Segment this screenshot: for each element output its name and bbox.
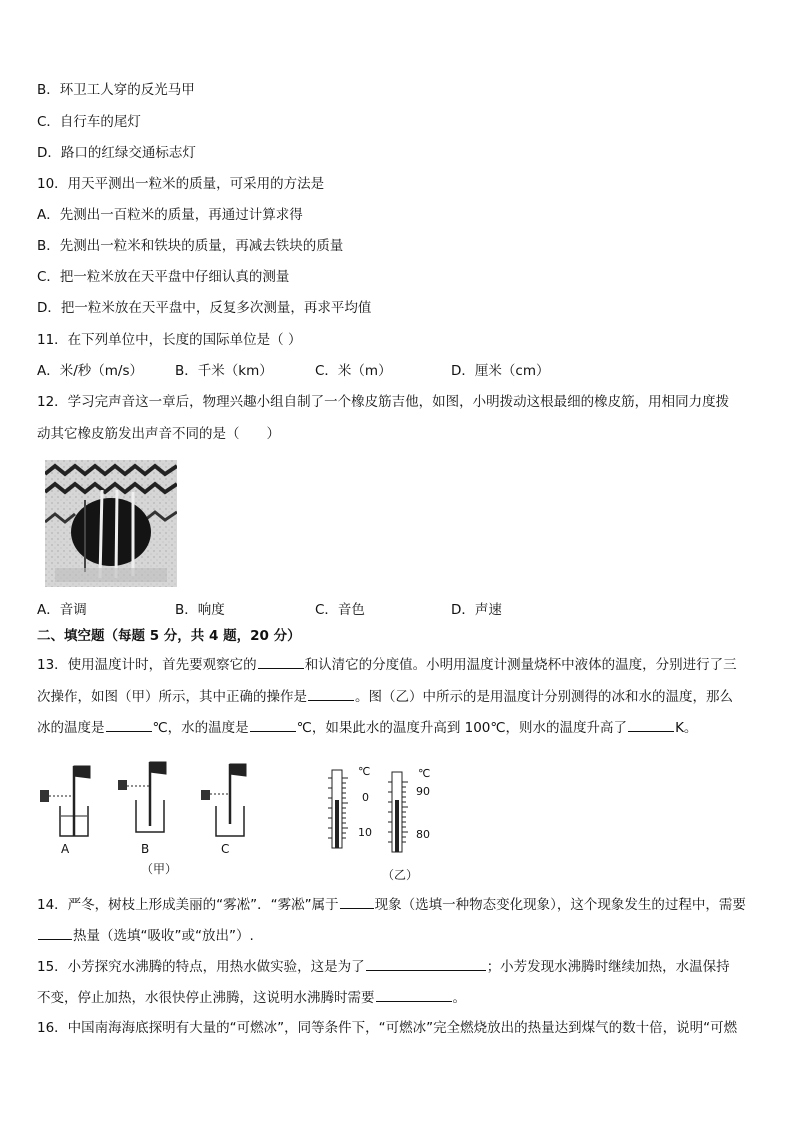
q13-text: 冰的温度是 — [37, 720, 105, 736]
q15-blank-2[interactable] — [376, 987, 452, 1002]
q16-line1: 16．中国南海海底探明有大量的“可燃冰”，同等条件下，“可燃冰”完全燃烧放出的热量达到煤气的数十倍，说明“可燃 — [37, 1020, 738, 1036]
q9-option-c: C．自行车的尾灯 — [37, 114, 141, 130]
q13-text: 次操作，如图（甲）所示，其中正确的操作是 — [37, 689, 307, 705]
setup-a — [40, 766, 90, 836]
q15-text: 不变，停止加热，水很快停止沸腾，这说明水沸腾时需要 — [37, 990, 375, 1006]
q13-text: 。图（乙）中所示的是用温度计分别测得的冰和水的温度，那么 — [355, 689, 733, 705]
thermo1-tick-top: 0 — [362, 791, 369, 804]
fig-jia-caption: （甲） — [141, 862, 178, 876]
q12-option-d: D．声速 — [451, 602, 502, 618]
q12-stem-line1: 12．学习完声音这一章后，物理兴趣小组自制了一个橡皮筋吉他，如图，小明拨动这根最细的橡皮筋，用相同力度拨 — [37, 394, 730, 410]
q15-blank-1[interactable] — [366, 956, 486, 971]
q13-line2 — [37, 686, 733, 707]
rubber-band-guitar-figure — [45, 460, 177, 587]
q13-blank-3[interactable] — [106, 717, 152, 732]
q10-option-c: C．把一粒米放在天平盘中仔细认真的测量 — [37, 269, 290, 285]
q13-text: 13．使用温度计时，首先要观察它的 — [37, 657, 257, 673]
fig-label-b: B — [141, 842, 150, 856]
fig-yi-caption: （乙） — [382, 868, 419, 882]
q14-line1 — [37, 894, 746, 915]
q11-option-d: D．厘米（cm） — [451, 363, 550, 379]
q14-text: 14．严冬，树枝上形成美丽的“雾凇”．“雾凇”属于 — [37, 897, 339, 913]
q9-option-b: B．环卫工人穿的反光马甲 — [37, 82, 195, 98]
q13-line3 — [37, 717, 697, 738]
fig-label-c: C — [221, 842, 230, 856]
q10-option-d: D．把一粒米放在天平盘中，反复多次测量，再求平均值 — [37, 300, 372, 316]
q13-text: K。 — [675, 720, 698, 736]
thermo1-tick-bottom: 10 — [358, 826, 372, 839]
q13-line1 — [37, 654, 737, 675]
q12-option-a: A．音调 — [37, 602, 87, 618]
q11-option-c: C．米（m） — [315, 363, 392, 379]
q10-option-b: B．先测出一粒米和铁块的质量，再减去铁块的质量 — [37, 238, 344, 254]
q12-option-c: C．音色 — [315, 602, 365, 618]
q14-line2 — [37, 925, 254, 946]
setup-c — [201, 764, 246, 836]
q12-option-b: B．响度 — [175, 602, 225, 618]
q15-text: 。 — [452, 990, 466, 1006]
q11-option-a: A．米/秒（m/s） — [37, 363, 144, 379]
q13-text: ℃，水的温度是 — [152, 720, 249, 736]
q15-line2 — [37, 987, 466, 1008]
q10-option-a: A．先测出一百粒米的质量，再通过计算求得 — [37, 207, 303, 223]
fig-label-a: A — [61, 842, 70, 856]
thermo1-unit: ℃ — [358, 765, 371, 778]
q9-option-d: D．路口的红绿交通标志灯 — [37, 145, 196, 161]
q14-blank-1[interactable] — [340, 894, 374, 909]
q10-stem: 10．用天平测出一粒米的质量，可采用的方法是 — [37, 176, 325, 192]
q13-text: ℃，如果此水的温度升高到 100℃，则水的温度升高了 — [296, 720, 628, 736]
thermo2-tick-bottom: 80 — [416, 828, 430, 841]
q15-line1 — [37, 956, 730, 977]
setup-b — [118, 762, 166, 832]
thermo2-unit: ℃ — [418, 767, 431, 780]
q14-text: 热量（选填“吸收”或“放出”）. — [73, 928, 254, 944]
q14-blank-2[interactable] — [38, 925, 72, 940]
q13-blank-4[interactable] — [250, 717, 296, 732]
q13-text: 和认清它的分度值。小明用温度计测量烧杯中液体的温度，分别进行了三 — [304, 657, 737, 673]
section-heading: 二、填空题（每题 5 分，共 4 题，20 分） — [37, 628, 301, 644]
q11-stem: 11．在下列单位中，长度的国际单位是（ ） — [37, 332, 302, 348]
q13-blank-1[interactable] — [258, 654, 304, 669]
q15-text: ；小芳发现水沸腾时继续加热，水温保持 — [486, 959, 730, 975]
q13-blank-5[interactable] — [628, 717, 674, 732]
q12-stem-line2: 动其它橡皮筋发出声音不同的是（ ） — [37, 426, 280, 442]
q15-text: 15．小芳探究水沸腾的特点，用热水做实验，这是为了 — [37, 959, 365, 975]
q13-blank-2[interactable] — [308, 686, 354, 701]
q14-text: 现象（选填一种物态变化现象），这个现象发生的过程中，需要 — [374, 897, 746, 913]
thermo2-tick-top: 90 — [416, 785, 430, 798]
q11-option-b: B．千米（km） — [175, 363, 273, 379]
